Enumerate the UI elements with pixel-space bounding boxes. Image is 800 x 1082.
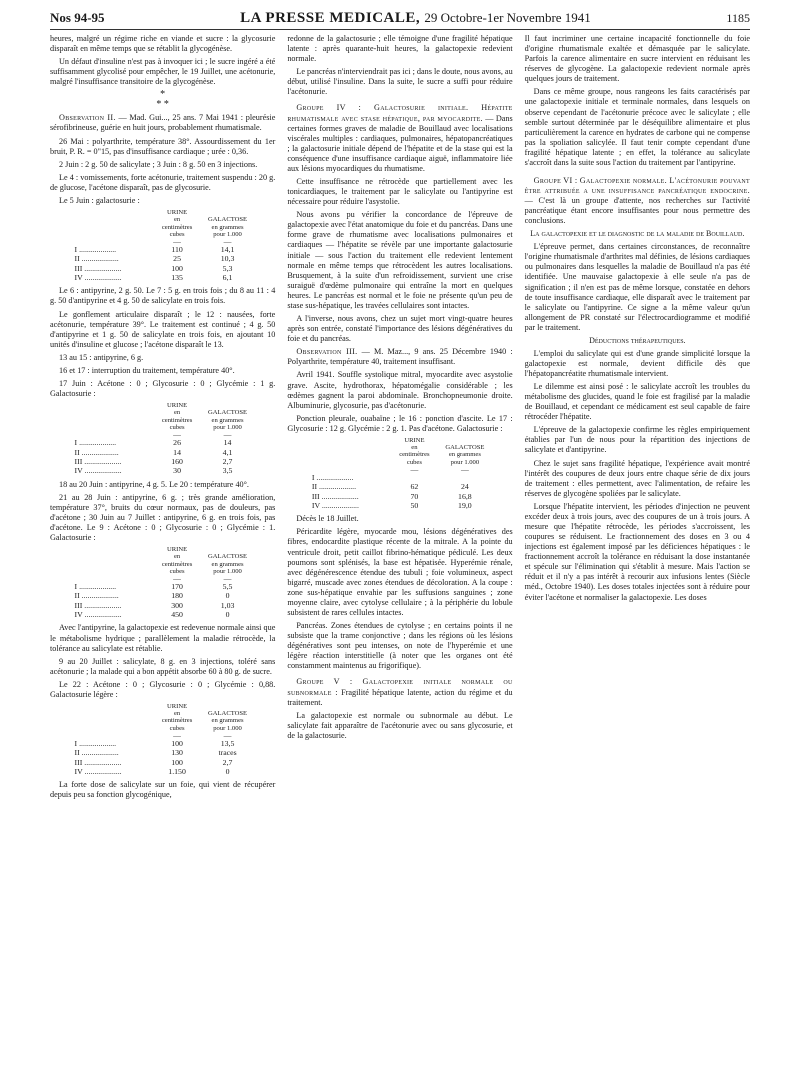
- row-label-header: [73, 546, 152, 575]
- period-label: III ...................: [74, 757, 122, 767]
- period-label: II ...................: [74, 748, 119, 758]
- paragraph: 26 Mai : polyarthrite, température 38°. Assourdissement du 1er bruit, P. R. = 0"15, pas d'insuffisance cardiaque ; urée : 0,36.: [50, 136, 276, 156]
- paragraph: Décès le 18 Juillet.: [296, 514, 359, 524]
- table-row: [73, 739, 253, 748]
- table-row: [73, 582, 253, 591]
- urine-header: URINE en centimètres cubes: [161, 402, 193, 431]
- table-row: [73, 245, 253, 254]
- period-label: II ...................: [74, 254, 119, 264]
- paragraph: Le 22 : Acétone : 0 ; Glycosurie : 0 ; Glycémie : 0,88. Galactosurie légère :: [50, 679, 276, 699]
- table-row: [73, 273, 253, 282]
- urine-value: 300: [171, 600, 183, 610]
- table-dash-row: — —: [410, 464, 469, 474]
- column-3: [525, 34, 750, 804]
- paragraph: 2 Juin : 2 g. 50 de salicylate ; 3 Juin : 8 g. 50 en 3 injections.: [59, 159, 258, 169]
- galactose-header: GALACTOSE en grammes pour 1.000: [208, 409, 248, 431]
- table-row: [73, 591, 253, 600]
- row-label-header: [73, 209, 152, 238]
- galactose-value: [440, 473, 490, 482]
- table-row: [310, 492, 490, 501]
- galactose-header: GALACTOSE en grammes pour 1.000: [208, 216, 248, 238]
- galactosurie-table: [73, 703, 253, 776]
- text-columns: [20, 34, 780, 804]
- paragraph: L'épreuve de la galactopexie confirme les règles empiriquement établies par l'un de nous pour la répartition des injections de salicylate et d'antipyrine.: [524, 425, 750, 455]
- section-title: Déductions thérapeutiques.: [589, 335, 686, 345]
- period-label: IV ...................: [74, 273, 122, 283]
- urine-header: URINE en centimètres cubes: [399, 436, 430, 466]
- period-label: III ...................: [74, 600, 122, 610]
- period-label: I ...................: [74, 245, 117, 255]
- paragraph: L'épreuve permet, dans certaines circonstances, de reconnaître l'origine rhumatismale d'arthrites mal définies, de lésions cardiaques ou pulmonaires dans lesquelles la maladie de Bouillaud n'a pas été identifiée. Une mauvaise galactopexie à elle seule n'a pas de signification ; il n'en est pas de même lorsque, constatée en dehors de toute insuffisance cardiaque, elle disparaît avec le traitement par le salicylate ou l'antipyrine. Ce signe a la même valeur qu'un allongement de PR constaté sur l'électrocardiogramme et modifié par le traitement.: [524, 242, 750, 332]
- galactose-value: 0: [225, 767, 230, 777]
- table-row: [73, 254, 253, 263]
- paragraph: 21 au 28 Juin : antipyrine, 6 g. ; très grande amélioration, température 37°, bruits du cœur normaux, pas de douleurs, pas d'acétone ; 30 Juin au 7 Juillet : antipyrine, 6 g. en trois fois, pas d'acétone. Le 9 : Acétone : 0 ; Glycosurie : 0 ; Glycémie : 1. Galactosurie :: [50, 492, 276, 542]
- paragraph: Nous avons pu vérifier la concordance de l'épreuve de galactopexie avec l'état anatomique du foie et du pancréas. Dans une forme grave de rhumatisme avec localisations pulmonaires et cardiaques — l'hépatite se révèle par une importante galactosurie initiale — sous l'action du traitement elle redevient lentement normale en même temps que rétrocèdent les autres localisations. Brusquement, à la suite d'un refroidissement, survient une crise suraiguë d'œdème pulmonaire qui entraîne la mort en quelques heures. Le pancréas est normal et le foie ne présente qu'un peu de stase sus-hépatique, les travées cellulaires sont intactes.: [287, 210, 513, 310]
- paragraph: Avec l'antipyrine, la galactopexie est redevenue normale ainsi que le métabolisme hydrique ; parallèlement la maladie rétrocède, la tolérance au salicylate est rétablie.: [50, 623, 276, 653]
- paragraph: heures, malgré un régime riche en viande et sucre : la glycosurie disparaît en même temps que se rétablit la glycogénèse.: [50, 34, 276, 54]
- urine-value: 170: [171, 582, 183, 592]
- galactose-value: 2,7: [222, 757, 233, 767]
- table-header-row: [73, 703, 253, 732]
- urine-value: 160: [171, 456, 183, 466]
- observation-label: Observation II.: [59, 113, 116, 123]
- galactose-value: 0: [225, 610, 230, 620]
- row-label-header: [310, 437, 389, 466]
- paragraph: redonne de la galactosurie ; elle témoigne d'une fragilité hépatique latente : après quarante-huit heures, la galactopexie redevient normale.: [287, 34, 513, 64]
- paragraph: L'emploi du salicylate qui est d'une grande simplicité lorsque la galactopexie est normale, devient difficile dès que l'hépatopancréatite rhumatismale intervient.: [524, 348, 750, 378]
- paragraph: Le 6 : antipyrine, 2 g. 50. Le 7 : 5 g. en trois fois ; du 8 au 11 : 4 g. 50 d'antipyrine et 4 g. 50 de salicylate en trois fois.: [50, 286, 276, 306]
- table-header-row: [73, 402, 253, 431]
- paragraph: Lorsque l'hépatite intervient, les périodes d'injection ne peuvent excéder deux à trois jours, avec des coupures de un à trois jours. A mesure que l'hépatite rétrocède, les périodes s'accroissent, les coupures se réduisent. Le fractionnement des doses en 3 ou 4 injections est également imposé par les déficiences hépatiques : le fractionnement accroît la tolérance en réduisant la dose instantanée et spécule sur l'élimination qui s'établit à mesure. Mais l'action se réduit et il n'y a pas intérêt à recourir aux infusions lentes (Siècle méd., Octobre 1940). Les doses totales injectées sont à réduire pour éviter l'acétone et normaliser la galactopexie. Les doses: [524, 501, 750, 602]
- galactose-value: 16,8: [458, 491, 472, 501]
- urine-value: 25: [173, 254, 181, 264]
- urine-value: 110: [171, 245, 183, 255]
- table-dash-row: — —: [173, 430, 232, 440]
- galactose-value: 0: [225, 591, 230, 601]
- paragraph: Le 4 : vomissements, forte acétonurie, traitement suspendu : 20 g. de glucose, l'acétone disparaît, pas de glycosurie.: [50, 172, 276, 192]
- period-label: II ...................: [74, 591, 119, 601]
- galactose-value: 14: [223, 438, 232, 448]
- table-row: [73, 767, 253, 776]
- table-dash-row: — —: [173, 730, 232, 740]
- table-header-row: [310, 437, 490, 466]
- paragraph: Péricardite légère, myocarde mou, lésions dégénératives des fibres, endocardite plastique récente de la mitrale. A la pointe du ventricule droit, petit caillot fibrino-hématique pédiculé. Les deux poumons sont splénisés, la base est hépatisée. Hyperémie rénale, avec dégénérescence étendue des tubuli ; foie volumineux, aspect bigarré, muscade avec zones étendues de décoloration. A la coupe : zone sus-hépatique envahie par les suffusions sanguines ; zone moyenne claire, avec cytolyse cellulaire ; à la périphérie du lobule subsistent de rares cellules intactes.: [287, 527, 513, 617]
- galactose-value: 14,1: [220, 245, 235, 255]
- paragraph: 18 au 20 Juin : antipyrine, 4 g. 5. Le 20 : température 40°.: [59, 479, 249, 489]
- galactose-value: 19,0: [458, 500, 472, 510]
- paragraph: 17 Juin : Acétone : 0 ; Glycosurie : 0 ; Glycémie : 1 g. Galactosurie :: [50, 379, 276, 399]
- paragraph: Cette insuffisance ne rétrocède que partiellement avec les tonicardiaques, le traitement par le salicylate ou l'antipyrine est nécessaire pour réduire l'asystolie.: [287, 177, 513, 207]
- galactose-value: 5,3: [222, 263, 233, 273]
- column-1: [50, 34, 275, 804]
- journal-title: [240, 10, 591, 27]
- urine-header: URINE en centimètres cubes: [161, 209, 193, 238]
- section-title: La galactopexie et le diagnostic de la maladie de Bouillaud.: [530, 229, 745, 239]
- urine-value: 1.150: [168, 767, 186, 777]
- urine-header: URINE en centimètres cubes: [161, 546, 193, 575]
- galactose-value: 6,1: [222, 273, 233, 283]
- observation-label: Observation III.: [296, 347, 358, 357]
- group-5-heading: Groupe V : Galactopexie initiale normale ou subnormale : Fragilité hépatique latente, action du régime et du traitement.: [287, 677, 513, 707]
- urine-value: 26: [173, 438, 181, 448]
- table-dash-row: — —: [173, 237, 232, 247]
- urine-value: 100: [171, 739, 183, 748]
- row-label-header: [73, 703, 152, 732]
- urine-header: URINE en centimètres cubes: [161, 702, 193, 732]
- urine-value: 135: [171, 273, 183, 283]
- journal-name: LA PRESSE MEDICALE,: [240, 10, 421, 26]
- table-dash-row: — —: [173, 574, 232, 584]
- table-row: [310, 482, 490, 491]
- galactose-header: GALACTOSE en grammes pour 1.000: [445, 444, 485, 466]
- urine-value: 130: [171, 748, 183, 758]
- table-header-row: [73, 209, 253, 238]
- group-4-heading: Groupe IV : Galactosurie initiale. Hépatite rhumatismale avec stase hépatique, par myocardite. — Dans certaines formes graves de maladie de Bouillaud avec localisations viscérales multiples : cardiaques, pulmonaires, hépatopancréatiques ; la galactosurie initiale dépend de l'hépatite et de la stase qui est la conséquence d'une insuffisance cardiaque aiguë, inflammatoire liée aux lésions myocardiques du rhumatisme.: [287, 103, 513, 173]
- galactose-value: 10,3: [220, 254, 235, 264]
- period-label: IV ...................: [311, 500, 359, 510]
- period-label: III ...................: [311, 491, 359, 501]
- observation-3: Observation III. — M. Maz..., 9 ans. 25 Décembre 1940 : Polyarthrite, température 40, traitement insuffisant.: [287, 347, 513, 367]
- issue-number: Nos 94-95: [50, 10, 105, 25]
- galactose-value: 5,5: [222, 582, 233, 592]
- row-label-header: [73, 402, 152, 431]
- table-row: [73, 748, 253, 757]
- period-label: II ...................: [74, 447, 119, 457]
- table-row: [73, 457, 253, 466]
- galactose-value: 13,5: [220, 739, 235, 748]
- urine-value: 70: [410, 491, 419, 501]
- paragraph: 9 au 20 Juillet : salicylate, 8 g. en 3 injections, toléré sans acétonurie ; la malade qui a bon appétit absorbe 60 à 80 g. de sucre.: [50, 656, 276, 676]
- urine-value: 100: [171, 263, 183, 273]
- table-row: [73, 610, 253, 619]
- paragraph: Il faut incriminer une certaine incapacité fonctionnelle du foie d'origine rhumatismale exaltée et démasquée par le salicylate. Parfois la carence alimentaire en sucre intervient en réduisant les réserves de glycogène. La galactopexie redevient normale après quelques jours de traitement.: [524, 34, 750, 84]
- period-label: I ...................: [311, 472, 354, 482]
- paragraph: La galactopexie est normale ou subnormale au début. Le salicylate fait apparaître de l'acétonurie avec ou sans glycosurie, et de la galactosurie.: [287, 710, 513, 740]
- galactose-value: 1,03: [220, 600, 235, 610]
- paragraph: Pancréas. Zones étendues de cytolyse ; en certains points il ne subsiste que la trame conjonctive ; dans les régions où les lésions dégénératives sont peu intenses, on note de l'hyperémie et une légère réaction interstitielle (à noter que les organes ont été constamment maintenus au frigorifique).: [287, 621, 513, 671]
- urine-value: 50: [410, 500, 419, 510]
- paragraph: 16 et 17 : interruption du traitement, température 40°.: [59, 365, 235, 375]
- galactosurie-table: [310, 437, 490, 510]
- period-label: I ...................: [74, 582, 117, 592]
- galactose-value: traces: [218, 748, 237, 758]
- paragraph: Avril 1941. Souffle systolique mitral, myocardite avec asystolie grave. Ascite, hydrothorax, hépatomégalie considérable ; les œdèmes gagnent la paroi abdominale. Bronchopneumonie droite. Albuminurie, glycosurie, pas d'acétonurie.: [287, 370, 513, 410]
- table-row: [73, 264, 253, 273]
- galactose-value: 2,7: [222, 456, 233, 466]
- table-row: [73, 758, 253, 767]
- paragraph: Le pancréas n'interviendrait pas ici ; dans le doute, nous avons, au début, utilisé l'insuline. Dans la suite, le sucre a suffi pour réduire l'acétonurie.: [287, 67, 513, 97]
- table-row: [73, 601, 253, 610]
- paragraph: Le gonflement articulaire disparaît ; le 12 : nausées, forte acétonurie, température 39°. Le traitement est continué ; 4 g. 50 d'antipyrine et 1 g. 50 de salicylate en trois fois, en ajoutant 10 unités d'insuline et glucose ; l'acétone disparaît le 13.: [50, 309, 276, 349]
- group-label: Groupe IV : Galactosurie initiale. Hépatite rhumatismale avec stase hépatique, par myocardite.: [287, 103, 513, 123]
- period-label: IV ...................: [74, 610, 122, 620]
- galactosurie-table: [73, 402, 253, 475]
- urine-value: 62: [410, 482, 419, 492]
- paragraph: Un défaut d'insuline n'est pas à invoquer ici ; le sucre ingéré a été suffisamment glycolisé pour empêcher, le 19 Juillet, une acétonurie, malgré l'insuffisance transitoire de la glycogénèse.: [50, 57, 276, 87]
- paragraph: Ponction pleurale, ouabaïne ; le 16 : ponction d'ascite. Le 17 : Glycosurie : 12 g. Glycémie : 2 g. 1. Pas d'acétone. Galactosurie :: [287, 413, 513, 433]
- urine-value: 100: [171, 757, 183, 767]
- galactosurie-table: [73, 209, 253, 282]
- galactose-value: 4,1: [222, 447, 233, 457]
- paragraph: A l'inverse, nous avons, chez un sujet mort vingt-quatre heures après son entrée, constaté l'importance des lésions dégénératives du foie et du pancréas.: [287, 314, 513, 344]
- paragraph: Dans ce même groupe, nous rangeons les faits caractérisés par une galactopexie initiale et terminale normales, dans lesquels on observe cependant de l'acétonurie précoce avec le salicylate ; elle semble surtout déterminée par le déséquilibre alimentaire et plus particulièrement la carence en hydrates de carbone qui ne compense pas la spoliation salicylée. Il faut tenir compte cependant d'une fragilité hépatique latente ; en effet, la tolérance au salicylate s'accroît dans la suite sous l'action du traitement par l'antipyrine.: [524, 87, 750, 167]
- table-row: [73, 438, 253, 447]
- paragraph: Le 5 Juin : galactosurie :: [59, 195, 140, 205]
- urine-value: [389, 473, 439, 482]
- table-row: [310, 473, 490, 482]
- period-label: IV ...................: [74, 466, 122, 476]
- period-label: III ...................: [74, 456, 122, 466]
- page-number: 1185: [726, 11, 750, 25]
- table-row: [73, 466, 253, 475]
- paragraph: La forte dose de salicylate sur un foie, qui vient de récupérer depuis peu sa fonction glycogénique,: [50, 780, 276, 800]
- galactose-value: 24: [460, 482, 469, 492]
- period-label: I ...................: [74, 739, 117, 748]
- paragraph: 13 au 15 : antipyrine, 6 g.: [59, 352, 144, 362]
- group-label: Groupe VI : Galactopexie normale. L'acétonurie pouvant être attribuée a une insuffisance pancréatique endocrine.: [524, 176, 750, 196]
- period-label: II ...................: [311, 482, 357, 492]
- group-6-heading: Groupe VI : Galactopexie normale. L'acétonurie pouvant être attribuée a une insuffisance pancréatique endocrine. — C'est là un groupe d'attente, nos recherches sur l'activité pancréatique étant encore insuffisantes pour nous permettre des conclusions.: [524, 176, 750, 226]
- table-row: [310, 501, 490, 510]
- page-header: [50, 10, 750, 30]
- table-row: [73, 448, 253, 457]
- section-separator: * * *: [156, 89, 169, 111]
- paragraph: Le dilemme est ainsi posé : le salicylate accroît les troubles du métabolisme des glucides, quand le foie est fragilisé par la maladie de Bouillaud, et cependant ce médicament est seul capable de faire rétrocéder l'hépatite.: [524, 382, 750, 422]
- galactose-header: GALACTOSE en grammes pour 1.000: [208, 553, 248, 575]
- galactose-value: 3,5: [222, 466, 233, 476]
- urine-value: 30: [173, 466, 181, 476]
- observation-2: Observation II. — Mad. Gui..., 25 ans. 7 Mai 1941 : pleurésie sérofibrineuse, guérie en huit jours, probablement rhumatismale.: [50, 113, 276, 133]
- urine-value: 450: [171, 610, 183, 620]
- column-2: [287, 34, 512, 804]
- period-label: IV ...................: [74, 767, 122, 777]
- group-label: Groupe V : Galactopexie initiale normale ou subnormale :: [287, 677, 513, 697]
- period-label: I ...................: [74, 438, 117, 448]
- table-header-row: [73, 546, 253, 575]
- issue-date: 29 Octobre-1er Novembre 1941: [424, 10, 591, 25]
- period-label: III ...................: [74, 263, 122, 273]
- urine-value: 14: [173, 447, 181, 457]
- galactosurie-table: [73, 546, 253, 619]
- paragraph: Chez le sujet sans fragilité hépatique, l'expérience avait montré l'intérêt des coupures de deux jours entre chaque série de dix jours de traitement : elles permettent, avec l'alimentation, de refaire les réserves de glycogène spoliées par le salicylate.: [524, 458, 750, 498]
- urine-value: 180: [171, 591, 183, 601]
- galactose-header: GALACTOSE en grammes pour 1.000: [208, 710, 248, 732]
